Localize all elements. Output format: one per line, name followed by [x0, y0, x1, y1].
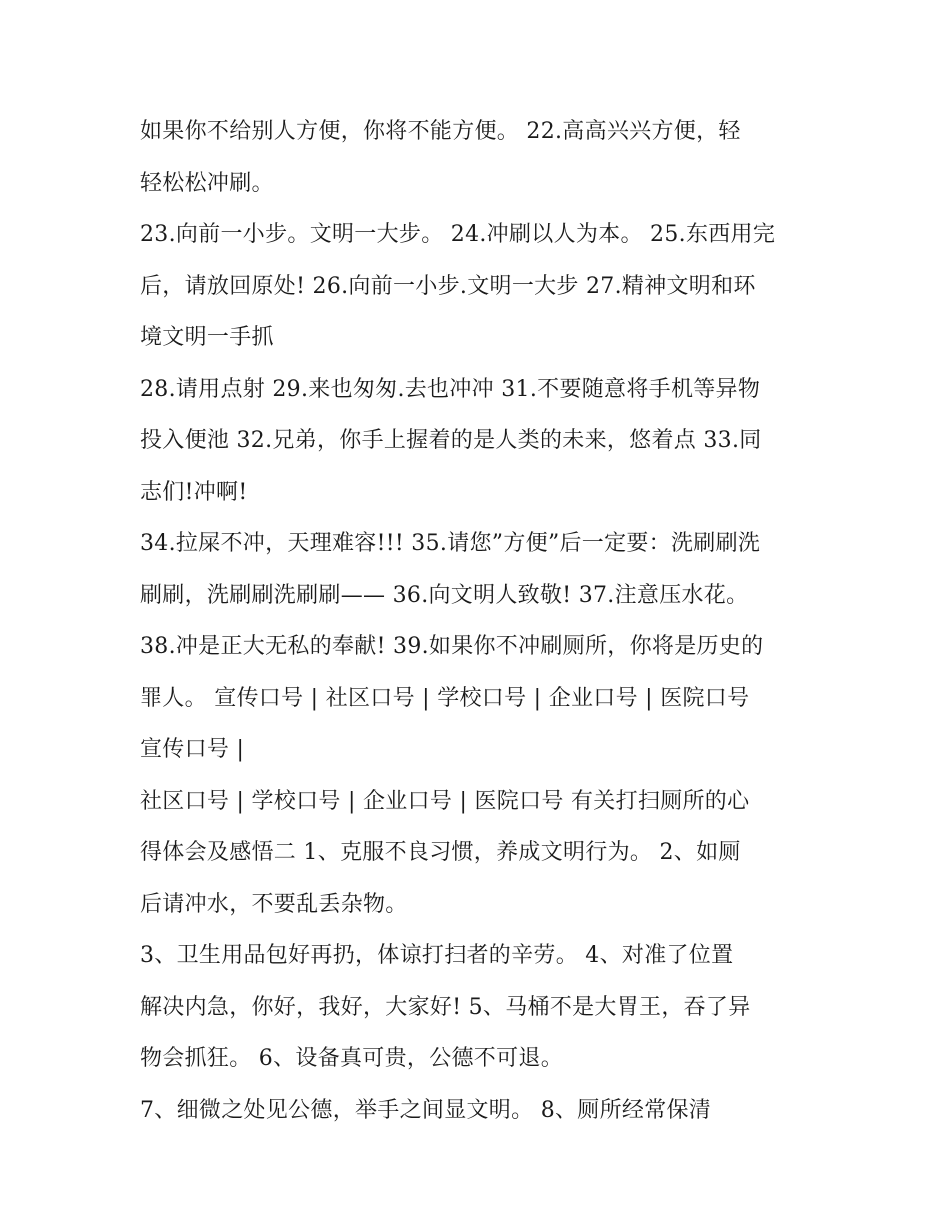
text-line: 如果你不给别人方便，你将不能方便。 22.高高兴兴方便，轻: [140, 119, 741, 144]
text-line: 刷刷，洗刷刷洗刷刷—— 36.向文明人致敬! 37.注意压水花。: [140, 582, 749, 608]
text-line: 社区口号 | 学校口号 | 企业口号 | 医院口号 有关打扫厕所的心: [140, 788, 750, 814]
text-line: 境文明一手抓: [140, 325, 274, 350]
text-line: 宣传口号 |: [140, 737, 245, 762]
text-line: 轻松松冲刷。: [140, 170, 274, 196]
text-line: 38.冲是正大无私的奉献! 39.如果你不冲刷厕所，你将是历史的: [140, 634, 764, 659]
text-line: 志们!冲啊!: [140, 479, 248, 505]
text-line: 得体会及感悟二 1、克服不良习惯，养成文明行为。 2、如厕: [140, 840, 741, 865]
document-body: [140, 106, 820, 1136]
text-line: 解决内急，你好，我好，大家好! 5、马桶不是大胃王，吞了异: [140, 994, 751, 1020]
text-line: 罪人。 宣传口号 | 社区口号 | 学校口号 | 企业口号 | 医院口号: [140, 685, 750, 711]
text-line: 34.拉屎不冲，天理难容!!! 35.请您”方便”后一定要：洗刷刷洗: [140, 531, 761, 556]
text-line: 后请冲水，不要乱丢杂物。: [140, 891, 408, 917]
text-line: 3、卫生用品包好再扔，体谅打扫者的辛劳。 4、对准了位置: [140, 943, 734, 968]
text-line: 23.向前一小步。文明一大步。 24.冲刷以人为本。 25.东西用完: [140, 222, 776, 247]
text-line: 7、细微之处见公德，举手之间显文明。 8、厕所经常保清: [140, 1097, 712, 1123]
text-line: 投入便池 32.兄弟，你手上握着的是人类的未来，悠着点 33.同: [140, 428, 762, 453]
text-line: 物会抓狂。 6、设备真可贵，公德不可退。: [140, 1046, 563, 1071]
text-line: 后，请放回原处! 26.向前一小步.文明一大步 27.精神文明和环: [140, 273, 756, 299]
text-line: 28.请用点射 29.来也匆匆.去也冲冲 31.不要随意将手机等异物: [140, 376, 761, 402]
